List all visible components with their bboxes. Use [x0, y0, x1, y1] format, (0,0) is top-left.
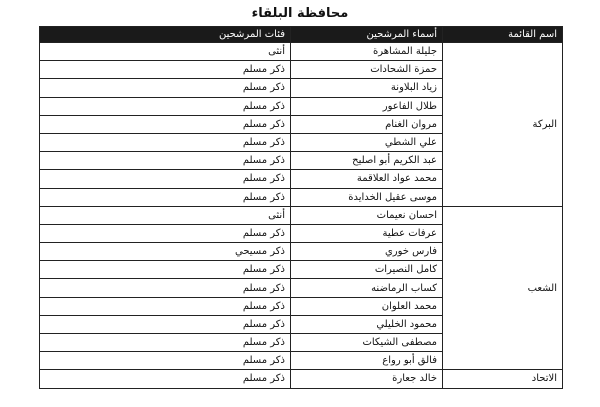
- candidate-name-cell: كامل النصيرات: [291, 261, 443, 279]
- candidate-name-cell: خالد جعارة: [291, 370, 443, 388]
- candidate-name-cell: مصطفى الشيكات: [291, 334, 443, 352]
- header-candidate-names: أسماء المرشحين: [291, 27, 443, 43]
- candidate-name-cell: محمد العلوان: [291, 297, 443, 315]
- candidate-category-cell: ذكر مسلم: [40, 334, 291, 352]
- candidate-category-cell: ذكر مسلم: [40, 224, 291, 242]
- table-header-row: [40, 27, 563, 43]
- candidate-name-cell: محمد عواد العلاقمة: [291, 170, 443, 188]
- list-name-cell: البركة: [443, 43, 563, 207]
- candidate-category-cell: أنثى: [40, 43, 291, 61]
- table-row: [40, 370, 563, 388]
- page-title: محافظة البلقاء: [251, 6, 349, 21]
- candidate-name-cell: طلال الفاعور: [291, 97, 443, 115]
- candidate-name-cell: فارس خوري: [291, 243, 443, 261]
- table-row: [40, 206, 563, 224]
- candidate-name-cell: علي الشطي: [291, 133, 443, 151]
- table-row: [40, 43, 563, 61]
- candidate-category-cell: ذكر مسلم: [40, 352, 291, 370]
- candidate-category-cell: ذكر مسلم: [40, 79, 291, 97]
- table-body: [40, 43, 563, 389]
- header-candidate-category: فئات المرشحين: [40, 27, 291, 43]
- candidate-category-cell: ذكر مسلم: [40, 188, 291, 206]
- candidate-category-cell: ذكر مسلم: [40, 370, 291, 388]
- candidate-name-cell: كساب الرماضنه: [291, 279, 443, 297]
- candidate-category-cell: ذكر مسلم: [40, 261, 291, 279]
- candidate-name-cell: مروان الغنام: [291, 115, 443, 133]
- candidate-name-cell: جليلة المشاهرة: [291, 43, 443, 61]
- candidate-name-cell: زياد البلاونة: [291, 79, 443, 97]
- candidate-name-cell: عبد الكريم أبو اصليح: [291, 152, 443, 170]
- candidate-name-cell: موسى عقيل الخدايدة: [291, 188, 443, 206]
- candidates-table: [39, 26, 563, 389]
- candidate-category-cell: ذكر مسلم: [40, 115, 291, 133]
- candidate-category-cell: ذكر مسلم: [40, 97, 291, 115]
- list-name-cell: الاتحاد: [443, 370, 563, 388]
- header-list-name: اسم القائمة: [443, 27, 563, 43]
- candidate-category-cell: ذكر مسيحي: [40, 243, 291, 261]
- candidate-name-cell: عرفات عطية: [291, 224, 443, 242]
- list-name-cell: الشعب: [443, 206, 563, 370]
- candidate-category-cell: ذكر مسلم: [40, 61, 291, 79]
- candidate-category-cell: ذكر مسلم: [40, 170, 291, 188]
- candidate-category-cell: ذكر مسلم: [40, 297, 291, 315]
- candidate-name-cell: احسان نعيمات: [291, 206, 443, 224]
- candidate-name-cell: محمود الخليلي: [291, 315, 443, 333]
- candidate-category-cell: أنثى: [40, 206, 291, 224]
- candidate-category-cell: ذكر مسلم: [40, 133, 291, 151]
- candidate-name-cell: فالق أبو رواع: [291, 352, 443, 370]
- candidate-category-cell: ذكر مسلم: [40, 152, 291, 170]
- candidate-category-cell: ذكر مسلم: [40, 315, 291, 333]
- candidate-category-cell: ذكر مسلم: [40, 279, 291, 297]
- candidate-name-cell: حمزة الشحادات: [291, 61, 443, 79]
